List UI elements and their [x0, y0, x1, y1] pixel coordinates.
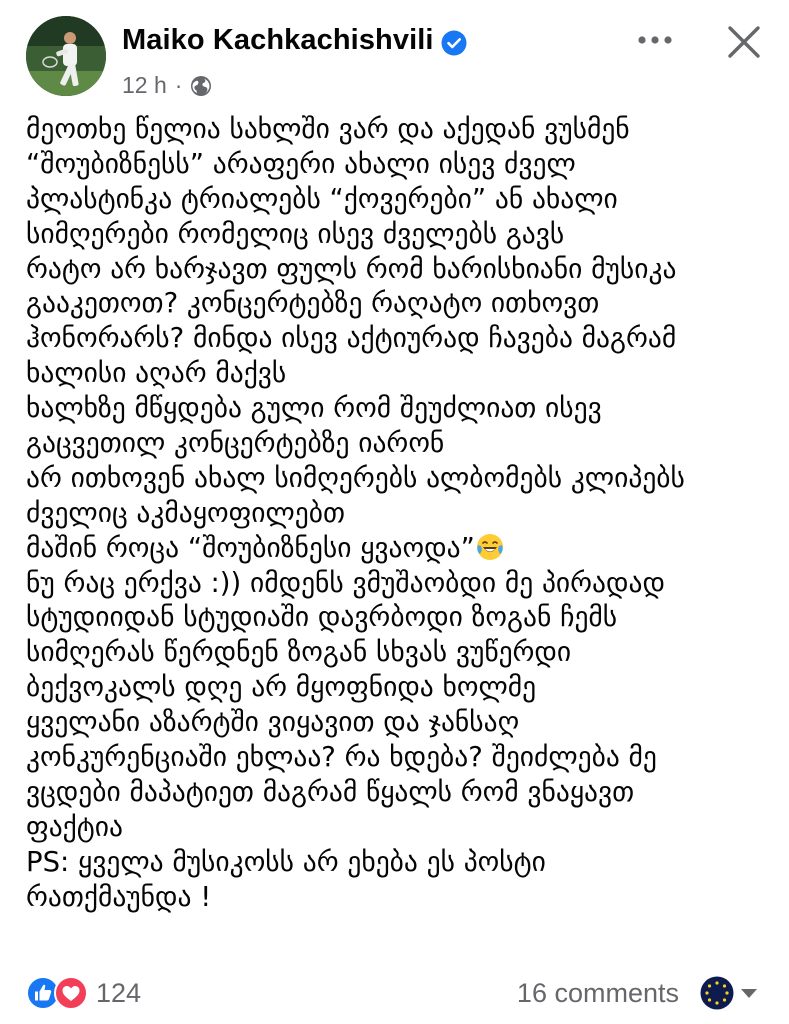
post-text-line-content: PS: ყველა მუსიკოსს არ ეხება ეს პოსტი: [26, 845, 546, 878]
post-text-line-content: მაშინ როცა “შოუბიზნესი ყვაოდა”: [26, 531, 475, 564]
post-text-line: [26, 845, 771, 880]
post-text-line-content: სიმღერას წერდნენ ზოგან სხვას ვუწერდი: [26, 636, 572, 669]
post-text-line-content: სიმღერები რომელიც ისევ ძველებს გავს: [26, 217, 565, 250]
post-text-line-content: მეოთხე წელია სახლში ვარ და აქედან ვუსმენ: [26, 113, 630, 145]
meta-separator: ·: [174, 72, 183, 98]
post-text-line: [26, 356, 771, 391]
post-text-line-content: რატო არ ხარჯავთ ფულს რომ ხარისხიანი მუსიკა: [26, 252, 677, 285]
post-text-line-content: სტუდიიდან სტუდიაში დავრბოდი ზოგან ჩემს: [26, 601, 618, 634]
reactor-avatar-icon[interactable]: [700, 976, 734, 1010]
post-text-line-content: ყველანი აზარტში ვიყავით და ჯანსაღ: [26, 706, 520, 739]
globe-icon[interactable]: [190, 75, 212, 97]
post-text-line-content: კონკურენციაში ეხლაა? რა ხდება? შეიძლება მე: [26, 741, 657, 774]
post-text-line: [26, 531, 771, 566]
post-text-line: [26, 286, 771, 321]
post-text-line: [26, 496, 771, 531]
post-timestamp[interactable]: 12 h: [122, 72, 167, 98]
post-text-line-content: ფაქტია: [26, 810, 123, 843]
post-text-line: [26, 217, 771, 252]
post-text-line: [26, 461, 771, 496]
post-text-line-content: გაცვეთილ კონცერტებზე იარონ: [26, 427, 445, 460]
post-text-line: [26, 670, 771, 705]
love-icon: [54, 976, 88, 1010]
comments-count[interactable]: 16 comments: [516, 978, 679, 1008]
post-text-line: [26, 880, 771, 915]
post-text-line: [26, 252, 771, 287]
post-text-line-content: ჰონორარს? მინდა ისევ აქტიურად ჩავება მაგრამ: [26, 322, 677, 355]
laughing-tears-emoji-icon: [475, 532, 505, 562]
post-footer: [0, 968, 789, 1018]
author-avatar[interactable]: [26, 16, 106, 96]
post-text-line-content: პლასტინკა ტრიალებს “ქოვერები” ან ახალი: [26, 182, 618, 215]
post-text-line: [26, 321, 771, 356]
reaction-count: 124: [96, 977, 142, 1008]
avatar-photo-icon: [26, 16, 106, 96]
post-meta: [122, 72, 212, 99]
post-text-line: [26, 635, 771, 670]
post-text-line-content: არ ითხოვენ ახალ სიმღერებს ალბომებს კლიპებს: [26, 461, 685, 494]
post-text-line: [26, 810, 771, 845]
post-text-line: [26, 705, 771, 740]
post-text-line: [26, 112, 771, 147]
post-text-line-content: “შოუბიზნესს” არაფერი ახალი ისევ ძველ: [26, 147, 576, 180]
post-text-line-content: ბექვოკალს დღე არ მყოფნიდა ხოლმე: [26, 671, 537, 704]
post-text-line-content: ხალისი აღარ მაქვს: [26, 357, 287, 390]
more-horizontal-icon[interactable]: [635, 28, 675, 52]
post-text-line: [26, 426, 771, 461]
post-text-line: [26, 740, 771, 775]
post-text-line: [26, 566, 771, 601]
post-text-line-content: ვცდები მაპატიეთ მაგრამ წყალს რომ ვნაყავთ: [26, 775, 635, 808]
post-text-line: [26, 147, 771, 182]
post-text-line-content: ნუ რაც ერქვა :)) იმდენს ვმუშაობდი მე პირადად: [26, 566, 665, 599]
post-text-line-content: ხალხზე მწყდება გული რომ შეუძლიათ ისევ: [26, 392, 602, 425]
post-text-line: [26, 182, 771, 217]
post-header: [0, 0, 789, 110]
reactions-summary[interactable]: [26, 976, 141, 1010]
post-text-line: [26, 775, 771, 810]
post-text-line-content: ძველიც აკმაყოფილებთ: [26, 496, 345, 529]
post-text: [26, 112, 771, 914]
post-text-line: [26, 391, 771, 426]
post-text-line-content: რათქმაუნდა !: [26, 880, 212, 913]
post-text-line-content: გააკეთოთ? კონცერტებზე რაღატო ითხოვთ: [26, 287, 600, 320]
post-text-line: [26, 600, 771, 635]
author-name[interactable]: Maiko Kachkachishvili: [122, 24, 434, 56]
close-icon[interactable]: [726, 24, 762, 60]
verified-badge-icon: [441, 30, 467, 56]
chevron-down-icon[interactable]: [740, 988, 758, 1000]
